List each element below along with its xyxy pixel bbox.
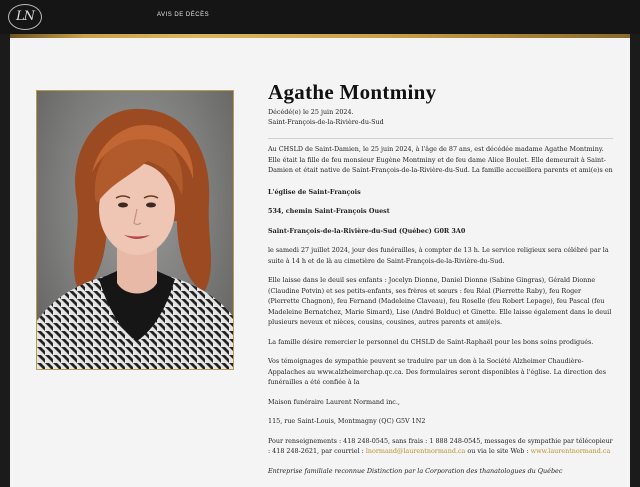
obituary-content: [268, 80, 613, 476]
thanks-paragraph: La famille désire remercier le personnel du CHSLD de Saint-Raphaël pour les bons soins prodigués.: [268, 337, 594, 346]
funeral-home-address: 115, rue Saint-Louis, Montmagny (QC) G5V 1N2: [268, 417, 426, 425]
donations-paragraph: Vos témoignages de sympathie peuvent se traduire par un don à la Société Alzheimer Chaudière-Appalaches au www.alzheimerchap.qc.ca. Des formulaires seront disponibles à l'église. La direction des funérailles a été confiée à la: [268, 357, 606, 386]
website-link[interactable]: www.laurentnormand.ca: [530, 447, 611, 455]
contact-middle: ou via le site Web :: [465, 447, 531, 455]
venue-street: 534, chemin Saint-François Ouest: [268, 207, 390, 215]
death-date: Décédé(e) le 25 juin 2024.: [268, 108, 354, 116]
contact-paragraph: [268, 436, 613, 457]
venue-city: Saint-François-de-la-Rivière-du-Sud (Québec) G0R 3A0: [268, 226, 466, 235]
deceased-name: Agathe Montminy: [268, 80, 437, 104]
portrait-illustration: [37, 91, 234, 370]
nav-link-avis-de-deces[interactable]: AVIS DE DÉCÈS: [157, 12, 210, 18]
contact-email-link[interactable]: lnormand@laurentnormand.ca: [365, 447, 466, 455]
intro-paragraph: Au CHSLD de Saint-Damien, le 25 juin 2024, à l'âge de 87 ans, est décédée madame Agathe Montminy. Elle était la fille de feu monsieur Eugène Montminy et de feu dame Alice Boulet. Elle demeurait à Saint-Damien et était native de Saint-François-de-la-Rivière-du-Sud. La famille accueillera parents et ami(e)s en: [268, 145, 613, 174]
survivors-paragraph: Elle laisse dans le deuil ses enfants : Jocelyn Dionne, Daniel Dionne (Sabine Gingras), Gérald Dionne (Claudine Potvin) et ses petits-enfants, ses frères et sœurs : feu Réal (Pierrette Raby), feu Roger (Pierrette Chagnon), feu Fernand (Madeleine Claveau), feu Roselle (feu Robert Lepage), feu Pascal (feu Madeleine Bernatchez, Marie Simard), Lise (André Bolduc) et Ginette. Elle laisse également dans le deuil plusieurs neveux et nièces, cousins, cousines, autres parents et ami(e)s.: [268, 276, 612, 326]
funeral-home-name: Maison funéraire Laurent Normand inc.,: [268, 397, 400, 406]
content-divider: [268, 138, 613, 139]
top-navigation-bar: [0, 0, 640, 34]
venue-name: L'église de Saint-François: [268, 187, 361, 196]
funeral-home-logo[interactable]: LN: [8, 4, 42, 30]
hometown: Saint-François-de-la-Rivière-du-Sud: [268, 118, 384, 126]
service-paragraph: le samedi 27 juillet 2024, jour des funérailles, à compter de 13 h. Le service religieux sera célébré par la suite à 14 h et de là au cimetière de Saint-François-de-la-Rivière-du-Sud.: [268, 246, 609, 265]
contact-prefix: Pour renseignements : 418 248-0545, sans frais : 1 888 248-0545, messages de sympathie par télécopieur : 418 248-2621, par courriel :: [268, 436, 613, 455]
portrait-photo: [36, 90, 234, 370]
footer-note: Entreprise familiale reconnue Distinction par la Corporation des thanatologues du Québec: [268, 466, 563, 475]
